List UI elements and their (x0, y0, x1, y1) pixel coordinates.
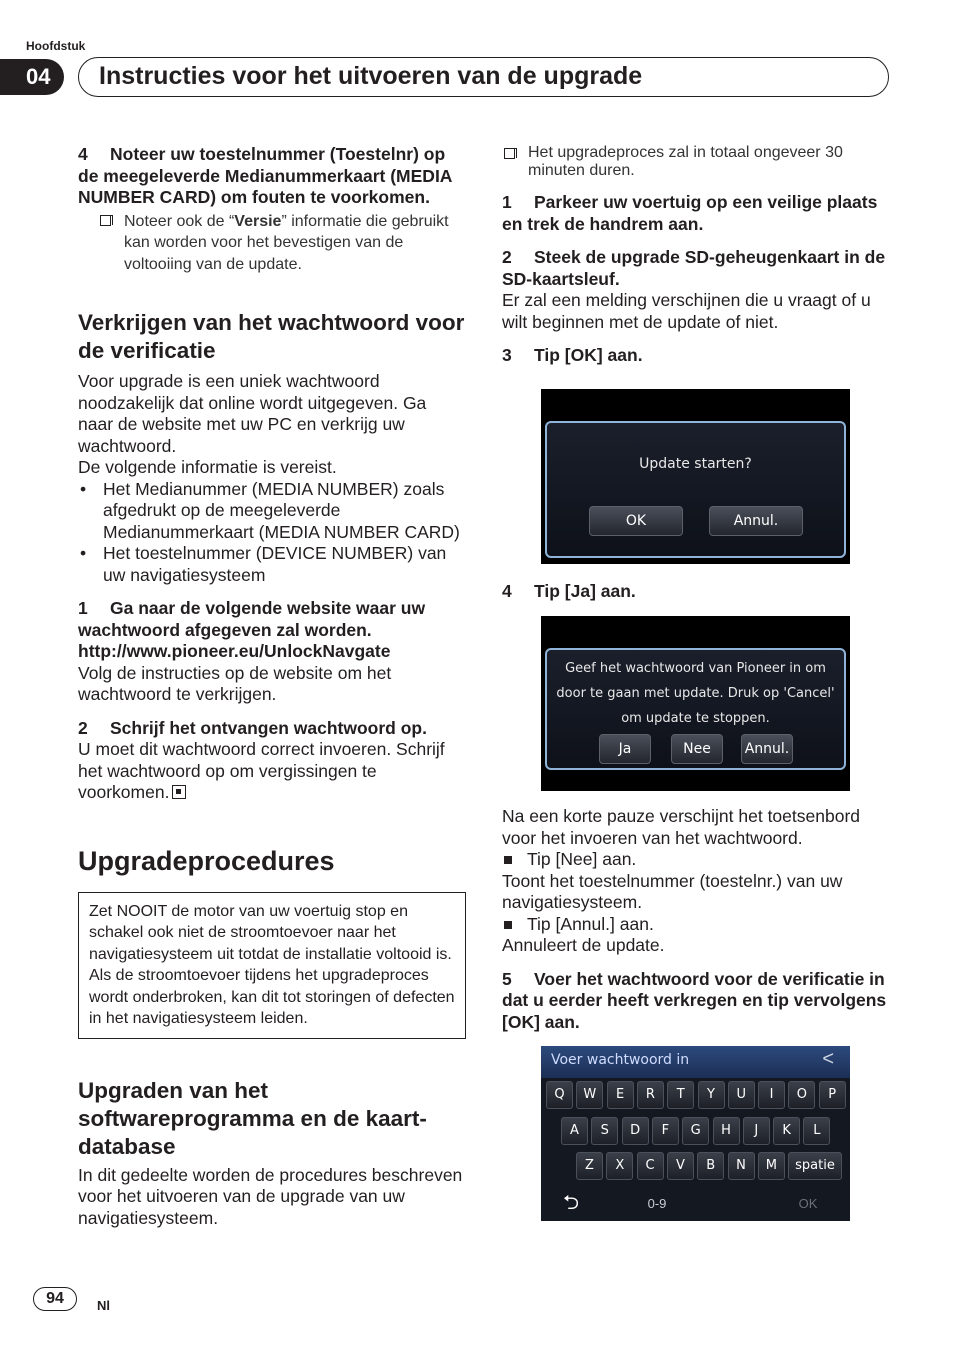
right-lower-text (502, 806, 890, 1033)
step-1-heading: 1 Ga naar de volgende website waar uw wachtwoord afgegeven zal worden. (78, 598, 426, 640)
yes-button[interactable]: Ja (599, 734, 651, 764)
key-z[interactable]: Z (576, 1152, 603, 1180)
no-button[interactable]: Nee (671, 734, 723, 764)
tips-list-2 (502, 914, 890, 936)
tip-annul: Tip [Annul.] aan. (502, 914, 890, 936)
update-dialog (545, 421, 846, 558)
step-2-body: U moet dit wachtwoord correct invoeren. Schrijf het wachtwoord op om vergissingen te voorkomen. (78, 739, 445, 802)
key-p[interactable]: P (819, 1081, 846, 1109)
paragraph-software: In dit gedeelte worden de procedures beschreven voor het uitvoeren van de upgrade van uw navigatiesysteem. (78, 1164, 463, 1228)
key-d[interactable]: D (622, 1117, 649, 1145)
key-u[interactable]: U (728, 1081, 755, 1109)
key-b[interactable]: B (697, 1152, 724, 1180)
tips-list (502, 849, 890, 871)
step-4-note: Noteer ook de “Versie” informatie die gebruikt kan worden voor het bevestigen van de voltooiing van de update. (98, 211, 466, 276)
paragraph-password: Voor upgrade is een uniek wachtwoord noodzakelijk dat online wordt uitgegeven. Ga naar de website met uw PC en verkrijg uw wachtwoord. (78, 371, 427, 456)
space-key[interactable]: spatie (788, 1152, 842, 1180)
key-g[interactable]: G (682, 1117, 709, 1145)
step-4-heading: 4 Noteer uw toestelnummer (Toestelnr) op de meegeleverde Medianummerkaart (MEDIA NUMBER CARD) om fouten te voorkomen. (78, 144, 452, 207)
key-y[interactable]: Y (698, 1081, 725, 1109)
keyboard-title: Voer wachtwoord in (551, 1052, 690, 1068)
key-e[interactable]: E (607, 1081, 634, 1109)
end-mark-icon (172, 785, 186, 799)
step-1-body: Volg de instructies op de website om het wachtwoord te verkrijgen. (78, 662, 392, 704)
ok-button[interactable]: OK (589, 506, 683, 536)
tip-nee: Tip [Nee] aan. (502, 849, 890, 871)
dialog-line-2: door te gaan met update. Druk op 'Cancel' (556, 686, 835, 701)
right-step-2-body: Er zal een melding verschijnen die u vraagt of u wilt beginnen met de update of niet. (502, 290, 871, 332)
key-i[interactable]: I (758, 1081, 785, 1109)
right-step-5-heading: 5 Voer het wachtwoord voor de verificatie in dat u eerder heeft verkregen en tip vervolgens [OK] aan. (502, 968, 887, 1032)
key-c[interactable]: C (637, 1152, 664, 1180)
key-q[interactable]: Q (546, 1081, 573, 1109)
screenshot-keyboard (541, 1046, 850, 1221)
section-heading-software: Upgraden van het softwareprogramma en de kaart-database (78, 1077, 427, 1159)
square-bullet-icon (504, 921, 512, 929)
language-code: Nl (97, 1298, 110, 1313)
key-f[interactable]: F (652, 1117, 679, 1145)
tip-nee-description: Toont het toestelnummer (toestelnr.) van uw navigatiesysteem. (502, 870, 843, 912)
screenshot-update-dialog (541, 389, 850, 564)
key-x[interactable]: X (606, 1152, 633, 1180)
page-number: 94 (33, 1287, 77, 1311)
return-arrow-icon[interactable]: ⮌ (563, 1192, 580, 1214)
cancel-button[interactable]: Annul. (741, 734, 793, 764)
keyboard-header (541, 1046, 850, 1078)
key-k[interactable]: K (773, 1117, 800, 1145)
right-step-3-heading: 3 Tip [OK] aan. (502, 345, 643, 365)
right-step-2-heading: 2 Steek de upgrade SD-geheugenkaart in de SD-kaartsleuf. (502, 247, 886, 289)
square-bullet-icon (504, 856, 512, 864)
cancel-button[interactable]: Annul. (709, 506, 803, 536)
note-time: Het upgradeproces zal in totaal ongeveer 30 minuten duren. (502, 144, 890, 180)
chapter-number: 04 (0, 59, 64, 95)
backspace-icon[interactable]: < (822, 1048, 834, 1070)
key-j[interactable]: J (743, 1117, 770, 1145)
right-column (502, 144, 890, 367)
key-m[interactable]: M (758, 1152, 785, 1180)
password-dialog (545, 648, 846, 770)
ok-key[interactable]: OK (798, 1196, 818, 1211)
key-o[interactable]: O (788, 1081, 815, 1109)
key-s[interactable]: S (591, 1117, 618, 1145)
number-key[interactable]: 0-9 (647, 1196, 667, 1211)
chapter-label: Hoofdstuk (26, 39, 86, 53)
chapter-title: Instructies voor het uitvoeren van de upgrade (78, 57, 889, 97)
key-w[interactable]: W (576, 1081, 603, 1109)
dialog-message: Update starten? (639, 456, 752, 472)
key-l[interactable]: L (803, 1117, 830, 1145)
step-2-heading: 2 Schrijf het ontvangen wachtwoord op. (78, 717, 427, 738)
right-step-1-heading: 1 Parkeer uw voertuig op een veilige plaats en trek de handrem aan. (502, 192, 878, 234)
paragraph-required: De volgende informatie is vereist. (78, 457, 337, 477)
required-info-list (78, 479, 466, 587)
key-a[interactable]: A (561, 1117, 588, 1145)
dialog-line-1: Geef het wachtwoord van Pioneer in om (565, 661, 826, 676)
dialog-line-3: om update te stoppen. (621, 711, 770, 726)
tip-annul-description: Annuleert de update. (502, 935, 665, 955)
key-h[interactable]: H (713, 1117, 740, 1145)
list-item: • Het toestelnummer (DEVICE NUMBER) van uw navigatiesysteem (78, 543, 466, 586)
checkbox-icon (504, 148, 515, 159)
website-url[interactable]: http://www.pioneer.eu/UnlockNavgate (78, 641, 391, 661)
section-heading-upgrade: Upgradeprocedures (78, 845, 335, 876)
left-column (78, 144, 466, 1229)
key-t[interactable]: T (667, 1081, 694, 1109)
screenshot-password-dialog (541, 616, 850, 791)
section-heading-password: Verkrijgen van het wachtwoord voor de verificatie (78, 310, 465, 363)
warning-box: Zet NOOIT de motor van uw voertuig stop en schakel ook niet de stroomtoevoer naar het navigatiesysteem uit totdat de installatie voltooid is. Als de stroomtoevoer tijdens het upgradeproces wordt onderbroken, kan dit tot storingen of defecten in het navigatiesysteem leiden. (78, 892, 466, 1039)
key-v[interactable]: V (667, 1152, 694, 1180)
paragraph-pause: Na een korte pauze verschijnt het toetsenbord voor het invoeren van het wachtwoord. (502, 806, 860, 848)
key-n[interactable]: N (728, 1152, 755, 1180)
key-r[interactable]: R (637, 1081, 664, 1109)
right-step-4-heading: 4 Tip [Ja] aan. (502, 581, 636, 601)
list-item: • Het Medianummer (MEDIA NUMBER) zoals afgedrukt op de meegeleverde Medianummerkaart (MEDIA NUMBER CARD) (78, 479, 466, 544)
checkbox-icon (100, 215, 111, 226)
